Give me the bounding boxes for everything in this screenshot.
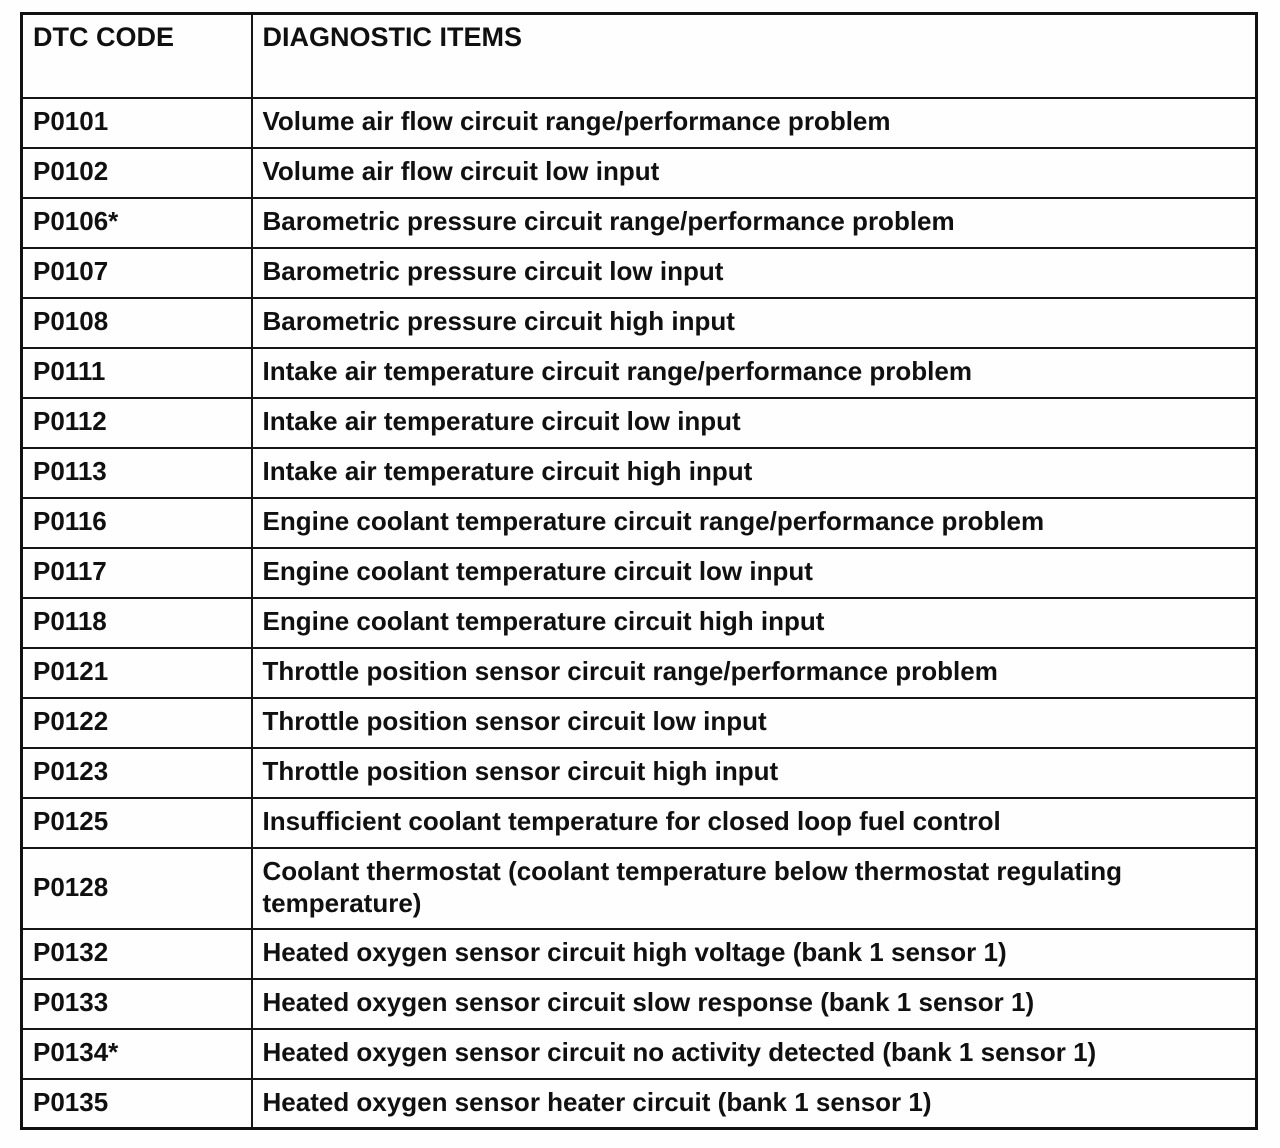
dtc-code-cell: P0135 bbox=[22, 1079, 252, 1129]
diagnostic-item-cell: Volume air flow circuit low input bbox=[252, 148, 1257, 198]
diagnostic-item-cell: Heated oxygen sensor circuit high voltage (bank 1 sensor 1) bbox=[252, 929, 1257, 979]
table-row bbox=[22, 748, 1257, 798]
diagnostic-item-cell: Engine coolant temperature circuit low input bbox=[252, 548, 1257, 598]
table-row bbox=[22, 1029, 1257, 1079]
dtc-code-cell: P0111 bbox=[22, 348, 252, 398]
table-row bbox=[22, 648, 1257, 698]
table-row bbox=[22, 548, 1257, 598]
diagnostic-item-cell: Throttle position sensor circuit range/performance problem bbox=[252, 648, 1257, 698]
table-row bbox=[22, 398, 1257, 448]
dtc-code-cell: P0132 bbox=[22, 929, 252, 979]
column-header-diagnostic-items: DIAGNOSTIC ITEMS bbox=[252, 14, 1257, 98]
dtc-code-cell: P0134* bbox=[22, 1029, 252, 1079]
table-row bbox=[22, 1079, 1257, 1129]
table-row bbox=[22, 498, 1257, 548]
diagnostic-item-cell: Engine coolant temperature circuit high input bbox=[252, 598, 1257, 648]
diagnostic-item-cell: Engine coolant temperature circuit range/performance problem bbox=[252, 498, 1257, 548]
dtc-code-cell: P0102 bbox=[22, 148, 252, 198]
diagnostic-item-cell: Intake air temperature circuit high input bbox=[252, 448, 1257, 498]
table-row bbox=[22, 848, 1257, 929]
diagnostic-item-cell: Intake air temperature circuit range/performance problem bbox=[252, 348, 1257, 398]
table-header-row bbox=[22, 14, 1257, 98]
diagnostic-item-cell: Barometric pressure circuit range/performance problem bbox=[252, 198, 1257, 248]
table-row bbox=[22, 98, 1257, 148]
table-row bbox=[22, 198, 1257, 248]
dtc-code-cell: P0118 bbox=[22, 598, 252, 648]
table-row bbox=[22, 248, 1257, 298]
column-header-dtc-code: DTC CODE bbox=[22, 14, 252, 98]
diagnostic-item-cell: Heated oxygen sensor circuit slow response (bank 1 sensor 1) bbox=[252, 979, 1257, 1029]
table-body bbox=[22, 98, 1257, 1129]
dtc-code-cell: P0117 bbox=[22, 548, 252, 598]
table-row bbox=[22, 148, 1257, 198]
diagnostic-item-cell: Heated oxygen sensor heater circuit (bank 1 sensor 1) bbox=[252, 1079, 1257, 1129]
table-row bbox=[22, 348, 1257, 398]
dtc-code-cell: P0101 bbox=[22, 98, 252, 148]
diagnostic-item-cell: Volume air flow circuit range/performance problem bbox=[252, 98, 1257, 148]
diagnostic-item-cell: Throttle position sensor circuit high input bbox=[252, 748, 1257, 798]
dtc-code-cell: P0113 bbox=[22, 448, 252, 498]
table-row bbox=[22, 298, 1257, 348]
dtc-code-table bbox=[20, 12, 1258, 1130]
table-row bbox=[22, 798, 1257, 848]
dtc-code-cell: P0122 bbox=[22, 698, 252, 748]
table-row bbox=[22, 979, 1257, 1029]
diagnostic-item-cell: Insufficient coolant temperature for closed loop fuel control bbox=[252, 798, 1257, 848]
diagnostic-item-cell: Coolant thermostat (coolant temperature below thermostat regulating temperature) bbox=[252, 848, 1257, 929]
dtc-code-cell: P0128 bbox=[22, 848, 252, 929]
dtc-code-cell: P0112 bbox=[22, 398, 252, 448]
table-row bbox=[22, 698, 1257, 748]
dtc-code-cell: P0125 bbox=[22, 798, 252, 848]
diagnostic-item-cell: Heated oxygen sensor circuit no activity detected (bank 1 sensor 1) bbox=[252, 1029, 1257, 1079]
dtc-code-cell: P0123 bbox=[22, 748, 252, 798]
dtc-code-cell: P0108 bbox=[22, 298, 252, 348]
diagnostic-item-cell: Throttle position sensor circuit low input bbox=[252, 698, 1257, 748]
dtc-code-cell: P0133 bbox=[22, 979, 252, 1029]
table-row bbox=[22, 448, 1257, 498]
diagnostic-item-cell: Barometric pressure circuit low input bbox=[252, 248, 1257, 298]
diagnostic-item-cell: Intake air temperature circuit low input bbox=[252, 398, 1257, 448]
dtc-code-cell: P0116 bbox=[22, 498, 252, 548]
table-row bbox=[22, 929, 1257, 979]
diagnostic-item-cell: Barometric pressure circuit high input bbox=[252, 298, 1257, 348]
dtc-code-cell: P0107 bbox=[22, 248, 252, 298]
dtc-code-cell: P0121 bbox=[22, 648, 252, 698]
dtc-code-cell: P0106* bbox=[22, 198, 252, 248]
table-row bbox=[22, 598, 1257, 648]
